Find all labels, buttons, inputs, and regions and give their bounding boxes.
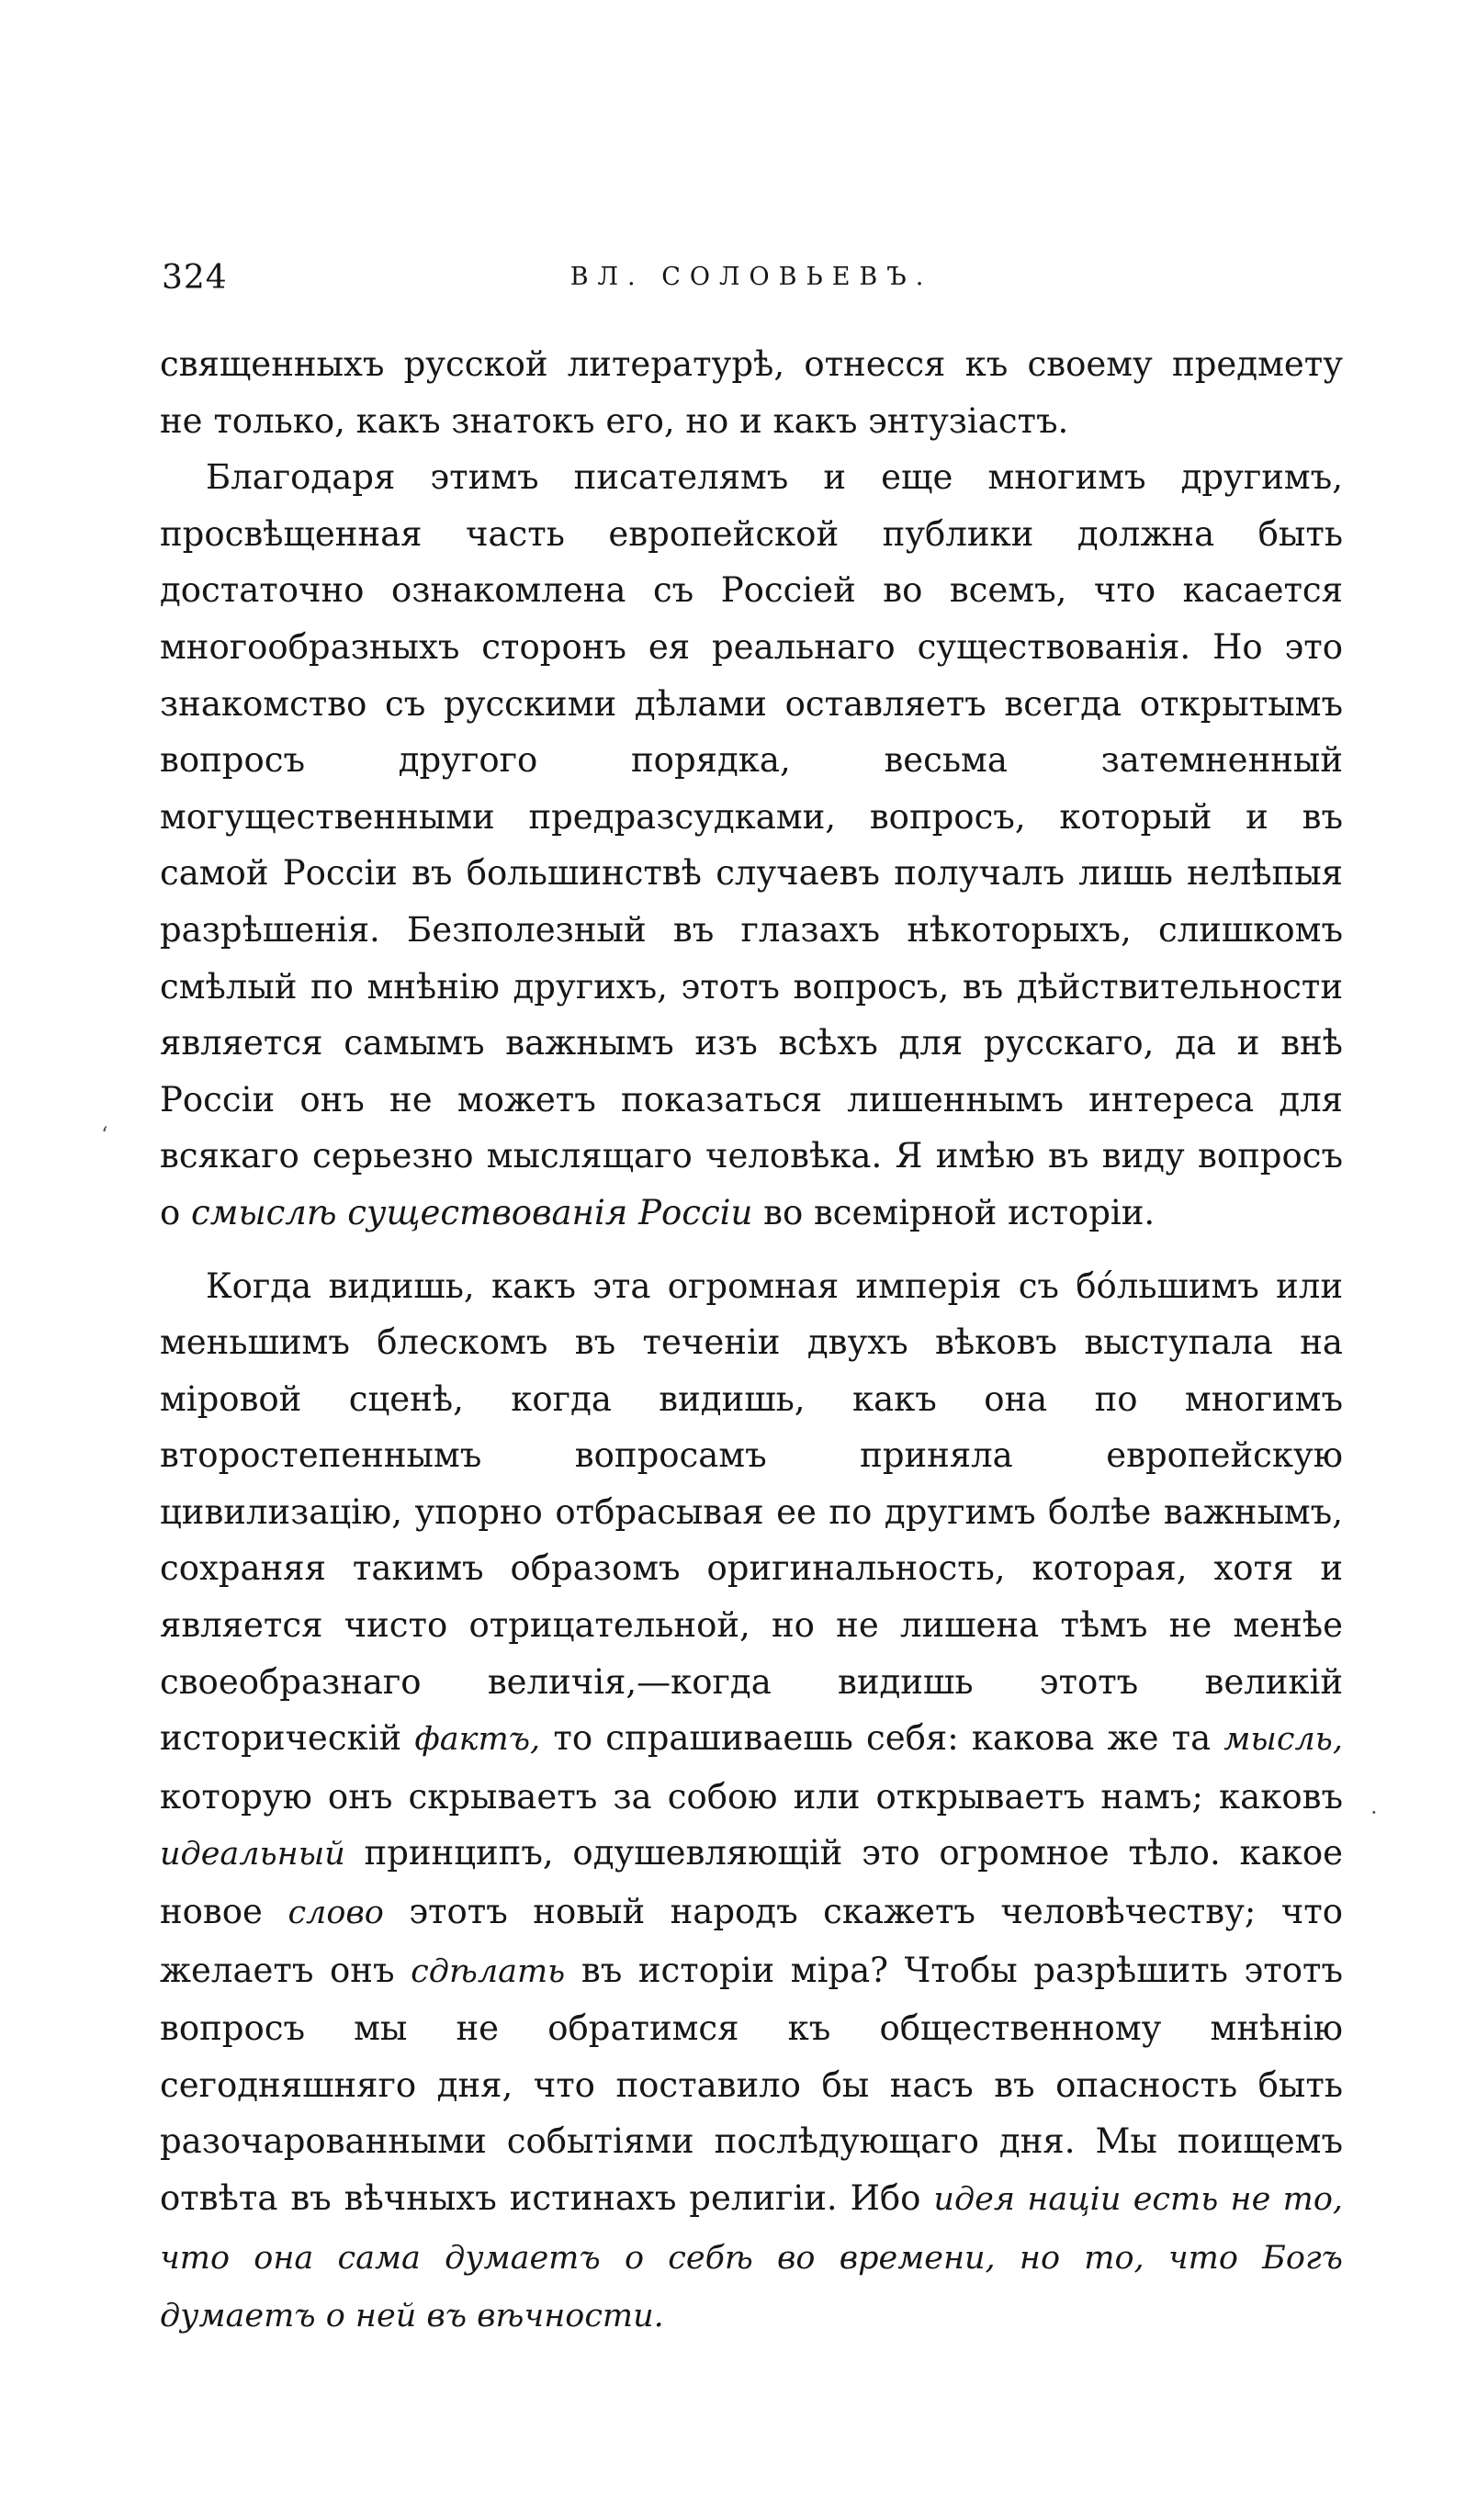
paragraph-2-end: во всемірной исторіи.	[763, 1192, 1156, 1232]
paragraph-2	[160, 449, 1343, 1241]
paragraph-continued	[160, 336, 1343, 449]
margin-mark: ·	[1370, 1800, 1378, 1826]
body-text	[160, 336, 1343, 2346]
paragraph-3-text-d: принципъ, одушевляющій это огромное тѣло. какое новое	[160, 1833, 1343, 1932]
paragraph-3-italic-3: идеальный	[160, 1836, 345, 1873]
margin-mark: ʻ	[101, 1122, 108, 1148]
paragraph-3	[160, 1258, 1343, 2346]
paragraph-3-italic-5: сдѣлать	[411, 1952, 566, 1990]
paragraph-1-text: священныхъ русской литературѣ, отнесся къ своему предмету не только, какъ знатокъ его, но и какъ энтузіастъ.	[160, 344, 1343, 441]
paragraph-3-text-c: которую онъ скрываетъ за собою или открываетъ намъ; каковъ	[160, 1776, 1343, 1817]
paragraph-3-italic-1: фактъ,	[414, 1721, 541, 1759]
paragraph-3-italic-4: слово	[288, 1895, 384, 1932]
paragraph-2-text: Благодаря этимъ писателямъ и еще многимъ другимъ, просвѣщенная часть европейской публики должна быть достаточно ознакомлена съ Россіей во всемъ, что касается многообразныхъ сторонъ ея реальнаго существованія. Но это знакомство съ русскими дѣлами оставляетъ всегда открытымъ вопросъ другого порядка, весьма затемненный могущественными предразсудками, вопросъ, который и въ самой Россіи въ большинствѣ случаевъ получалъ лишь нелѣпыя разрѣшенія. Безполезный въ глазахъ нѣкоторыхъ, слишкомъ смѣлый по мнѣнію другихъ, этотъ вопросъ, въ дѣйствительности является самымъ важнымъ изъ всѣхъ для русскаго, да и внѣ Россіи онъ не можетъ показаться лишеннымъ интереса для всякаго серьезно мыслящаго человѣка. Я имѣю въ виду вопросъ о	[160, 457, 1343, 1232]
paragraph-3-text-e: этотъ новый народъ скажетъ человѣчеству; что желаетъ онъ	[160, 1892, 1344, 1990]
paragraph-3-italic-end: идея націи есть не то, что она сама думаетъ о себѣ во времени, но то, что Богъ думаетъ о ней въ вѣчности.	[160, 2181, 1344, 2335]
paragraph-3-text-b: то спрашиваешь себя: какова же та	[553, 1718, 1212, 1759]
paragraph-3-italic-2: мысль,	[1223, 1721, 1343, 1759]
page-header	[162, 259, 1341, 314]
paragraph-3-text-a: Когда видишь, какъ эта огромная имперія съ бо́льшимъ или меньшимъ блескомъ въ теченіи двухъ вѣковъ выступала на міровой сценѣ, когда видишь, какъ она по многимъ второстепеннымъ вопросамъ приняла европейскую цивилизацію, упорно отбрасывая ее по другимъ болѣе важнымъ, сохраняя такимъ образомъ оригинальность, которая, хотя и является чисто отрицательной, но не лишена тѣмъ не менѣе своеобразнаго величія,—когда видишь этотъ великій историческій	[160, 1266, 1343, 1759]
running-title: ВЛ. СОЛОВЬЕВЪ.	[569, 263, 933, 291]
paragraph-3-text-f: въ исторіи міра? Чтобы разрѣшить этотъ вопросъ мы не обратимся къ общественному мнѣнію сегодняшняго дня, что поставило бы насъ въ опасность быть разочарованными событіями послѣдующаго дня. Мы поищемъ отвѣта въ вѣчныхъ истинахъ религіи. Ибо	[160, 1950, 1344, 2218]
paragraph-2-italic: смыслѣ существованія Россіи	[191, 1192, 753, 1232]
page-number: 324	[162, 259, 228, 297]
